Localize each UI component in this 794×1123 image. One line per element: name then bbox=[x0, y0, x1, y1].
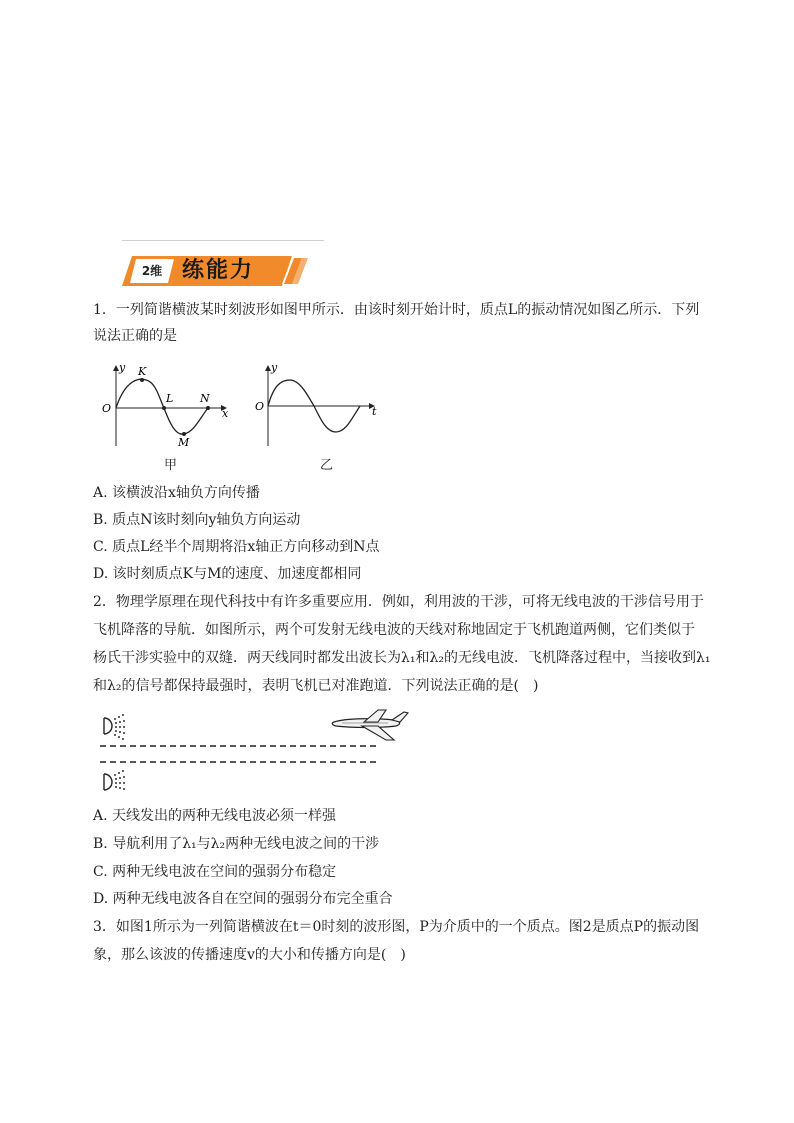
q2-option-d: D. 两种无线电波各自在空间的强弱分布完全重合 bbox=[93, 891, 393, 907]
q1-option-b: B. 质点N该时刻向y轴负方向运动 bbox=[93, 512, 301, 528]
q1-option-a: A. 该横波沿x轴负方向传播 bbox=[93, 485, 260, 501]
banner-badge: 2维 bbox=[141, 264, 163, 278]
label-L: L bbox=[166, 392, 174, 405]
q2-figure-runway bbox=[96, 704, 412, 798]
q3-stem-line-2: 象，那么该波的传播速度v的大小和传播方向是( ) bbox=[93, 947, 406, 963]
jia-y-label: y bbox=[119, 361, 126, 374]
q2-option-a: A. 天线发出的两种无线电波必须一样强 bbox=[93, 808, 337, 824]
yi-origin-label: O bbox=[255, 400, 265, 413]
airplane-icon bbox=[332, 710, 408, 740]
jia-x-label: x bbox=[222, 407, 229, 420]
point-K bbox=[140, 378, 144, 382]
q2-stem-line-1: 2．物理学原理在现代科技中有许多重要应用．例如，利用波的干涉，可将无线电波的干涉信号用于 bbox=[93, 594, 704, 610]
jia-origin-label: O bbox=[102, 402, 112, 415]
jia-wave-curve bbox=[116, 379, 208, 434]
antenna-bottom-icon bbox=[104, 770, 125, 790]
yi-y-label: y bbox=[271, 361, 278, 374]
q3-stem-line-1: 3．如图1所示为一列简谐横波在t＝0时刻的波形图，P为介质中的一个质点。图2是质点P的振动图 bbox=[93, 919, 700, 935]
q2-option-b: B. 导航利用了λ₁与λ₂两种无线电波之间的干涉 bbox=[93, 836, 380, 852]
q2-stem-line-4: 和λ₂的信号都保持最强时，表明飞机已对准跑道．下列说法正确的是( ) bbox=[93, 678, 539, 694]
label-M: M bbox=[178, 436, 190, 449]
q1-caption-yi: 乙 bbox=[320, 458, 334, 473]
yi-t-label: t bbox=[372, 405, 377, 418]
q1-option-c: C. 质点L经半个周期将沿x轴正方向移动到N点 bbox=[93, 539, 380, 555]
q2-option-c: C. 两种无线电波在空间的强弱分布稳定 bbox=[93, 864, 337, 880]
banner-divider bbox=[122, 240, 324, 241]
label-K: K bbox=[138, 365, 147, 378]
q1-stem-line-2: 说法正确的是 bbox=[93, 328, 177, 344]
q1-caption-jia: 甲 bbox=[164, 458, 178, 473]
q1-option-d: D. 该时刻质点K与M的速度、加速度都相同 bbox=[93, 566, 362, 582]
antenna-top-icon bbox=[104, 714, 125, 740]
point-L bbox=[162, 406, 166, 410]
banner-title: 练能力 bbox=[182, 258, 255, 283]
q1-figure-jia bbox=[98, 360, 240, 450]
label-N: N bbox=[200, 392, 210, 405]
q1-stem-line-1: 1．一列简谐横波某时刻波形如图甲所示．由该时刻开始计时，质点L的振动情况如图乙所示．下列 bbox=[93, 302, 700, 318]
point-N bbox=[206, 406, 210, 410]
section-banner bbox=[122, 254, 308, 288]
q2-stem-line-3: 杨氏干涉实验中的双缝．两天线同时都发出波长为λ₁和λ₂的无线电波．飞机降落过程中，当接收到λ₁ bbox=[93, 650, 711, 666]
q2-stem-line-2: 飞机降落的导航．如图所示，两个可发射无线电波的天线对称地固定于飞机跑道两侧，它们类似于 bbox=[93, 622, 695, 638]
q1-figure-yi bbox=[252, 360, 384, 450]
